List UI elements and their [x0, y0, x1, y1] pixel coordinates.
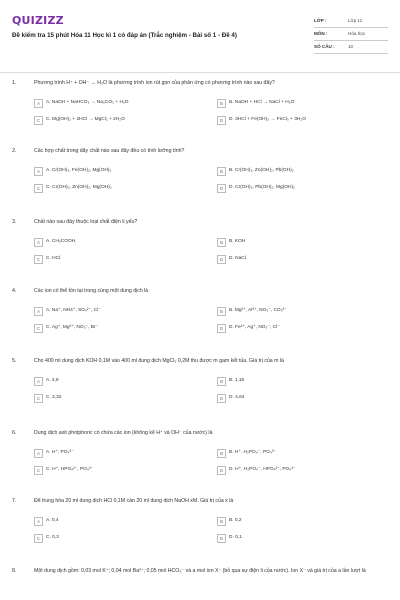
- answer-option-b[interactable]: [217, 237, 245, 248]
- answer-option-c[interactable]: [34, 323, 98, 334]
- option-letter-box: A: [34, 99, 43, 108]
- question-number: 2.: [12, 148, 17, 154]
- question-text: Chất nào sau đây thuộc loại chất điện li yếu?: [34, 219, 138, 225]
- option-text: B. Cr(OH)₃, Zn(OH)₂, Pb(OH)₂: [229, 168, 294, 174]
- answer-option-a[interactable]: [34, 98, 129, 109]
- question-text: Các ion có thể tồn tại trong cùng một dung dịch là: [34, 288, 149, 294]
- answer-option-c[interactable]: [34, 254, 61, 265]
- answer-option-d[interactable]: [217, 323, 280, 334]
- worksheet-header: [12, 12, 388, 64]
- question-5: [12, 358, 388, 418]
- meta-key: MÔN :: [314, 30, 328, 36]
- option-text: A. H⁺, PO₄³⁻: [46, 450, 74, 456]
- question-number: 7.: [12, 498, 17, 504]
- question-number: 5.: [12, 358, 17, 364]
- option-text: A. 0,4: [46, 518, 59, 524]
- answer-option-c[interactable]: [34, 183, 112, 194]
- answer-option-d[interactable]: [217, 393, 244, 404]
- option-letter-box: D: [217, 255, 226, 264]
- answer-option-b[interactable]: [217, 166, 294, 177]
- question-number: 1.: [12, 80, 17, 86]
- meta-value: Lớp 11: [348, 17, 363, 23]
- option-letter-box: A: [34, 307, 43, 316]
- option-text: A. Na⁺, NH4⁺, SO₄²⁻, Cl⁻: [46, 308, 101, 314]
- answer-option-d[interactable]: [217, 254, 247, 265]
- option-letter-box: C: [34, 324, 43, 333]
- option-letter-box: B: [217, 167, 226, 176]
- option-text: B. KOH: [229, 239, 246, 245]
- option-letter-box: C: [34, 394, 43, 403]
- option-letter-box: A: [34, 517, 43, 526]
- option-letter-box: C: [34, 534, 43, 543]
- option-letter-box: C: [34, 184, 43, 193]
- question-text: Các hợp chất trong dãy chất nào sau đây đều có tính lưỡng tính?: [34, 148, 185, 154]
- question-7: [12, 498, 388, 558]
- option-text: A. Cr(OH)₃, Fe(OH)₂, Mg(OH)₂: [46, 168, 112, 174]
- option-text: C. Ag⁺, Mg²⁺, NO₃⁻, Br⁻: [46, 325, 99, 331]
- question-number: 4.: [12, 288, 17, 294]
- option-letter-box: A: [34, 167, 43, 176]
- option-text: B. Mg²⁺, Al³⁺, NO₃⁻, CO₃²⁻: [229, 308, 287, 314]
- meta-value: Hóa học: [348, 30, 366, 36]
- answer-option-a[interactable]: [34, 516, 59, 527]
- option-letter-box: A: [34, 238, 43, 247]
- answer-option-b[interactable]: [217, 516, 242, 527]
- header-divider: [0, 72, 400, 73]
- option-text: C. 0,3: [46, 535, 59, 541]
- option-text: D. 4,64: [229, 395, 245, 401]
- option-text: D. Cr(OH)₃, Pb(OH)₂, Mg(OH)₂: [229, 185, 295, 191]
- question-text: Dung dịch axit photphoric có chứa các ion (không kể H⁺ và OH⁻ của nước) là: [34, 430, 213, 436]
- answer-option-a[interactable]: [34, 166, 111, 177]
- option-letter-box: B: [217, 517, 226, 526]
- option-letter-box: D: [217, 116, 226, 125]
- option-text: A. CH₃COOH.: [46, 239, 77, 245]
- option-text: B. 1,16: [229, 378, 245, 384]
- answer-option-d[interactable]: [217, 533, 242, 544]
- meta-value: 10: [348, 43, 354, 49]
- answer-option-a[interactable]: [34, 376, 59, 387]
- option-letter-box: D: [217, 184, 226, 193]
- answer-option-d[interactable]: [217, 465, 295, 476]
- meta-row-subject: [314, 28, 388, 41]
- question-4: [12, 288, 388, 348]
- meta-row-count: [314, 41, 388, 54]
- option-letter-box: B: [217, 238, 226, 247]
- option-text: C. 2,32: [46, 395, 62, 401]
- question-number: 3.: [12, 219, 17, 225]
- option-text: C. Mg(OH)₂ + 2HCl → MgCl₂ + 2H₂O: [46, 117, 125, 123]
- option-letter-box: B: [217, 449, 226, 458]
- worksheet-meta: [314, 15, 388, 54]
- answer-option-a[interactable]: [34, 448, 74, 459]
- answer-option-b[interactable]: [217, 376, 244, 387]
- answer-option-a[interactable]: [34, 237, 76, 248]
- question-text: Để trung hòa 20 ml dung dịch HCl 0,1M cần 20 ml dung dịch NaOH xM. Giá trị của x là: [34, 498, 234, 504]
- answer-option-d[interactable]: [217, 183, 295, 194]
- option-text: D. NaCl.: [229, 256, 248, 262]
- question-1: [12, 80, 388, 140]
- answer-option-b[interactable]: [217, 448, 276, 459]
- answer-option-a[interactable]: [34, 306, 101, 317]
- answer-option-c[interactable]: [34, 115, 125, 126]
- option-letter-box: D: [217, 466, 226, 475]
- question-6: [12, 430, 388, 490]
- option-text: B. H⁺, H₂PO₄⁻, PO₄³⁻: [229, 450, 276, 456]
- option-text: C. Cr(OH)₃, Zn(OH)₂, Mg(OH)₂: [46, 185, 112, 191]
- answer-option-c[interactable]: [34, 393, 61, 404]
- option-text: B. NaOH + HCl → NaCl + H₂O: [229, 100, 295, 106]
- option-letter-box: A: [34, 449, 43, 458]
- option-letter-box: C: [34, 116, 43, 125]
- answer-option-b[interactable]: [217, 98, 294, 109]
- meta-key: LỚP :: [314, 17, 327, 23]
- option-text: D. H⁺, H₂PO₄⁻, HPO₄²⁻, PO₄³⁻: [229, 467, 296, 473]
- option-letter-box: B: [217, 307, 226, 316]
- option-text: D. 3HCl + Fe(OH)₃ → FeCl₃ + 3H₂O: [229, 117, 306, 123]
- question-text: Cho 400 ml dung dịch KOH 0,1M vào 400 ml dung dịch MgCl₂ 0,2M thu được m gam kết tủa. Giá trị của m là: [34, 358, 284, 364]
- option-text: D. 0,1: [229, 535, 242, 541]
- question-text: Phương trình H⁺ + OH⁻ → H₂O là phương trình ion rút gọn của phản ứng có phương trình nào sau đây?: [34, 80, 275, 86]
- option-text: A. NaOH + NaHCO₃ → Na₂CO₃ + H₂O: [46, 100, 129, 106]
- option-letter-box: B: [217, 99, 226, 108]
- option-letter-box: D: [217, 394, 226, 403]
- option-text: D. Fe²⁺, Ag⁺, NO₃⁻, Cl⁻: [229, 325, 280, 331]
- question-8: [12, 568, 388, 600]
- answer-option-b[interactable]: [217, 306, 287, 317]
- option-letter-box: C: [34, 466, 43, 475]
- meta-key: SỐ CÂU :: [314, 43, 335, 49]
- answer-option-c[interactable]: [34, 465, 93, 476]
- meta-row-class: [314, 15, 388, 28]
- answer-option-c[interactable]: [34, 533, 59, 544]
- option-letter-box: C: [34, 255, 43, 264]
- option-letter-box: D: [217, 324, 226, 333]
- question-number: 8.: [12, 568, 17, 574]
- option-letter-box: B: [217, 377, 226, 386]
- option-text: A. 2,9: [46, 378, 59, 384]
- option-text: B. 0,2: [229, 518, 242, 524]
- worksheet-title: Đề kiểm tra 15 phút Hóa 11 Học kì 1 có đáp án (Trắc nghiệm - Bài số 1 - Đề 4): [12, 32, 237, 39]
- question-3: [12, 219, 388, 279]
- option-text: C. H⁺, HPO₄²⁻, PO₄³⁻: [46, 467, 93, 473]
- option-text: C. HCl.: [46, 256, 62, 262]
- option-letter-box: A: [34, 377, 43, 386]
- quizizz-logo: QUIZIZZ: [12, 14, 64, 27]
- question-number: 6.: [12, 430, 17, 436]
- option-letter-box: D: [217, 534, 226, 543]
- question-2: [12, 148, 388, 208]
- answer-option-d[interactable]: [217, 115, 306, 126]
- question-text: Một dung dịch gồm: 0,03 mol K⁺; 0,04 mol Ba²⁺; 0,05 mol HCO₃⁻ và a mol ion X⁻ (bỏ qua sự điện li của nước). Ion X⁻ và giá trị của a lần lượt là: [34, 568, 366, 574]
